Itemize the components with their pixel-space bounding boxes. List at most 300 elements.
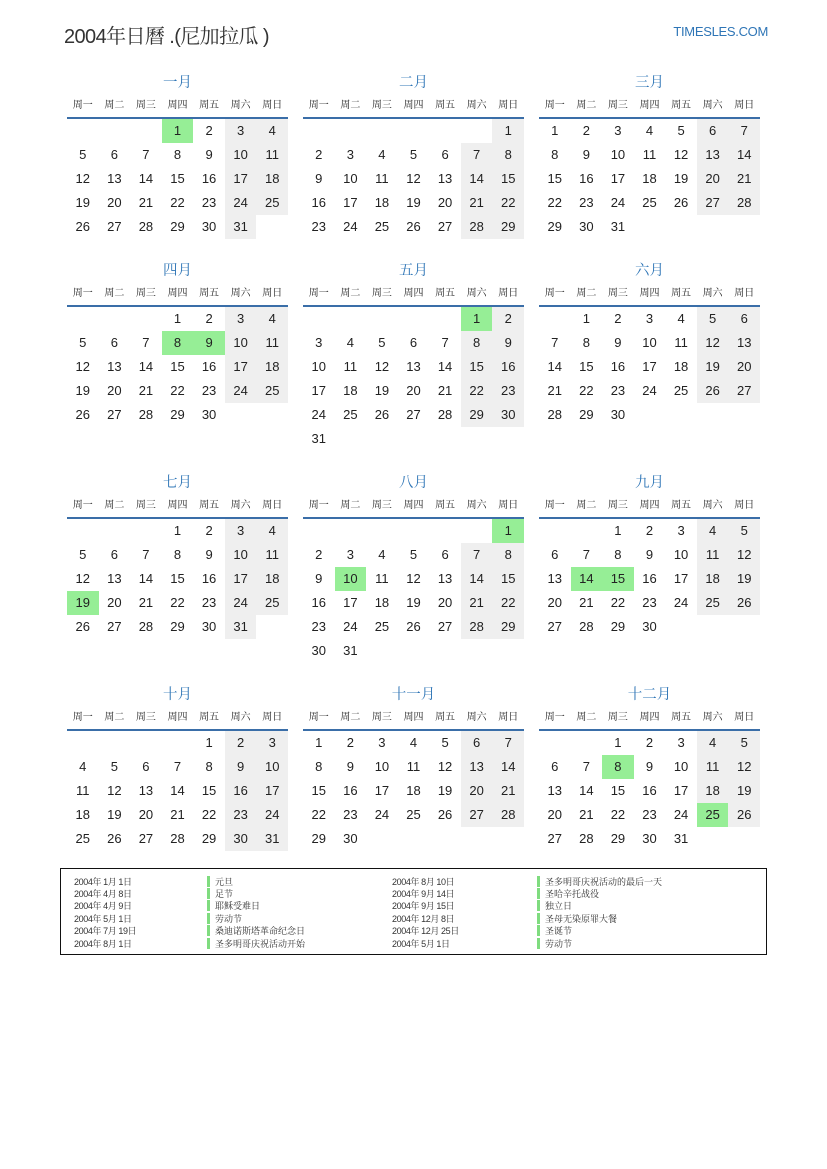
month-title: 四月 — [163, 263, 192, 279]
weekend-day-cell: 14 — [728, 143, 760, 167]
empty-day-cell — [461, 827, 493, 851]
day-cell: 21 — [138, 595, 154, 610]
week-row — [67, 543, 288, 567]
holiday-day-cell: 1 — [492, 519, 524, 543]
weekend-day-cell: 1 — [492, 119, 524, 143]
weekend-day-cell: 19 — [728, 779, 760, 803]
day-cell: 18 — [642, 171, 657, 186]
day-cell: 26 — [75, 407, 91, 422]
day-cell: 2 — [346, 735, 354, 750]
weekend-day-cell: 27 — [461, 803, 493, 827]
holiday-day-cell: 15 — [602, 567, 634, 591]
month-title: 五月 — [399, 263, 428, 279]
weekend-day-cell: 24 — [225, 191, 257, 215]
month-calendar — [67, 71, 288, 239]
day-cell: 23 — [201, 595, 217, 610]
week-row — [67, 215, 288, 239]
day-cell: 9 — [205, 147, 213, 162]
empty-day-cell — [67, 731, 99, 755]
holiday-day-cell: 25 — [697, 803, 729, 827]
day-cell: 31 — [610, 219, 626, 234]
holiday-name: 圣多明哥庆祝活动开始 — [215, 938, 306, 949]
weekday-header — [539, 283, 760, 307]
day-cell: 27 — [107, 619, 122, 634]
weekday-label: 周三 — [607, 100, 628, 111]
day-cell: 22 — [170, 383, 185, 398]
day-cell: 1 — [551, 123, 559, 138]
month-calendar — [303, 71, 524, 239]
day-cell: 23 — [642, 807, 657, 822]
empty-day-cell — [130, 307, 162, 331]
day-cell: 7 — [582, 547, 590, 562]
weekend-day-cell: 17 — [225, 355, 257, 379]
weekday-label: 周一 — [72, 712, 93, 723]
empty-day-cell — [130, 119, 162, 143]
holiday-name: 足节 — [215, 889, 234, 900]
week-row — [303, 731, 524, 755]
weekday-label: 周六 — [230, 100, 251, 111]
empty-day-cell — [67, 519, 99, 543]
day-cell: 5 — [409, 147, 418, 162]
day-cell: 3 — [346, 147, 354, 162]
day-cell: 2 — [315, 147, 323, 162]
week-row — [539, 355, 760, 379]
empty-day-cell — [335, 427, 367, 451]
day-cell: 7 — [582, 759, 590, 774]
day-cell: 19 — [406, 195, 421, 210]
day-cell: 22 — [170, 195, 185, 210]
empty-day-cell — [303, 119, 335, 143]
weekend-day-cell: 4 — [256, 307, 288, 331]
empty-day-cell — [335, 519, 367, 543]
legend-entry — [74, 925, 392, 937]
week-row — [303, 639, 524, 663]
weekend-day-cell: 28 — [728, 191, 760, 215]
day-cell: 17 — [673, 783, 689, 798]
week-row — [303, 779, 524, 803]
weekday-label: 周三 — [371, 500, 392, 511]
weekday-label: 周一 — [308, 500, 329, 511]
month-title: 七月 — [163, 475, 192, 491]
holiday-day-cell: 1 — [461, 307, 493, 331]
day-cell: 23 — [610, 383, 626, 398]
day-cell: 23 — [343, 807, 358, 822]
weekday-label: 周日 — [734, 500, 755, 511]
weekend-day-cell: 31 — [256, 827, 288, 851]
empty-day-cell — [728, 827, 760, 851]
day-cell: 10 — [374, 759, 390, 774]
weekend-day-cell: 25 — [256, 191, 288, 215]
month-calendar — [67, 683, 288, 851]
day-cell: 1 — [173, 523, 182, 538]
weekend-day-cell: 2 — [492, 307, 524, 331]
day-cell: 25 — [673, 383, 689, 398]
day-cell: 16 — [579, 171, 594, 186]
day-cell: 9 — [315, 171, 323, 186]
weekend-day-cell: 21 — [492, 779, 524, 803]
weekday-label: 周三 — [607, 288, 628, 299]
day-cell: 17 — [311, 383, 327, 398]
site-name: TIMESLES.COM — [673, 24, 768, 39]
weekday-label: 周三 — [135, 712, 156, 723]
day-cell: 30 — [343, 831, 358, 846]
weekend-day-cell: 23 — [492, 379, 524, 403]
weekend-day-cell: 24 — [256, 803, 288, 827]
day-cell: 24 — [673, 807, 689, 822]
month-calendar — [539, 259, 760, 427]
holiday-date: 2004年 5月 1日 — [392, 938, 450, 949]
weekday-header — [67, 95, 288, 119]
weekend-day-cell: 10 — [225, 331, 257, 355]
weekday-label: 周二 — [340, 500, 361, 511]
day-cell: 17 — [673, 571, 689, 586]
day-cell: 30 — [642, 619, 657, 634]
week-row — [303, 591, 524, 615]
weekday-label: 周二 — [576, 500, 597, 511]
day-cell: 20 — [107, 195, 122, 210]
holiday-day-cell: 8 — [162, 331, 194, 355]
weekday-label: 周日 — [734, 288, 755, 299]
weekday-label: 周四 — [167, 288, 188, 299]
weekend-day-cell: 11 — [256, 543, 288, 567]
day-cell: 27 — [406, 407, 421, 422]
day-cell: 1 — [205, 735, 213, 750]
weekend-day-cell: 13 — [461, 755, 493, 779]
day-cell: 16 — [201, 359, 217, 374]
day-cell: 11 — [375, 171, 389, 186]
day-cell: 16 — [642, 783, 657, 798]
day-cell: 5 — [79, 335, 87, 350]
day-cell: 7 — [551, 335, 559, 350]
day-cell: 15 — [201, 783, 217, 798]
weekday-label: 周五 — [671, 100, 692, 111]
holiday-name: 劳动节 — [545, 938, 573, 949]
weekday-label: 周三 — [371, 712, 392, 723]
holiday-date: 2004年 4月 8日 — [74, 889, 132, 900]
day-cell: 16 — [343, 783, 358, 798]
legend-entry — [74, 875, 392, 887]
month-title: 二月 — [399, 75, 428, 91]
week-row — [67, 307, 288, 331]
weekday-label: 周一 — [308, 100, 329, 111]
day-cell: 17 — [610, 171, 626, 186]
day-cell: 17 — [374, 783, 390, 798]
empty-day-cell — [665, 215, 697, 239]
week-row — [67, 143, 288, 167]
week-row — [539, 615, 760, 639]
weekend-day-cell: 8 — [492, 543, 524, 567]
day-cell: 18 — [673, 359, 689, 374]
day-cell: 19 — [75, 195, 91, 210]
weekday-label: 周一 — [308, 288, 329, 299]
day-cell: 14 — [547, 359, 563, 374]
day-cell: 6 — [142, 759, 150, 774]
day-cell: 1 — [582, 311, 590, 326]
day-cell: 24 — [343, 219, 358, 234]
day-cell: 28 — [437, 407, 453, 422]
empty-day-cell — [99, 731, 131, 755]
month-title: 八月 — [399, 475, 428, 491]
weekend-day-cell: 20 — [461, 779, 493, 803]
day-cell: 27 — [107, 407, 122, 422]
week-row — [303, 143, 524, 167]
weekend-day-cell: 15 — [492, 167, 524, 191]
day-cell: 13 — [547, 571, 563, 586]
empty-day-cell — [429, 427, 461, 451]
weekend-day-cell: 3 — [225, 519, 257, 543]
day-cell: 28 — [138, 407, 154, 422]
weekday-header — [539, 707, 760, 731]
week-row — [67, 615, 288, 639]
day-cell: 15 — [610, 783, 626, 798]
weekend-day-cell: 30 — [225, 827, 257, 851]
holiday-name: 圣母无染原罪大餐 — [545, 913, 618, 924]
day-cell: 23 — [311, 619, 327, 634]
day-cell: 21 — [579, 807, 594, 822]
holiday-date: 2004年 7月 19日 — [74, 926, 137, 937]
empty-day-cell — [429, 119, 461, 143]
weekend-day-cell: 4 — [697, 519, 729, 543]
day-cell: 8 — [315, 759, 323, 774]
day-cell: 22 — [201, 807, 217, 822]
holiday-name: 圣诞节 — [545, 926, 573, 937]
legend-entry — [392, 875, 732, 887]
weekday-label: 周五 — [671, 500, 692, 511]
empty-day-cell — [492, 427, 524, 451]
empty-day-cell — [398, 827, 430, 851]
weekend-day-cell: 4 — [697, 731, 729, 755]
day-cell: 25 — [343, 407, 358, 422]
day-cell: 25 — [374, 619, 390, 634]
weekend-day-cell: 25 — [697, 591, 729, 615]
week-row — [303, 755, 524, 779]
legend-color-bar — [207, 925, 210, 936]
week-row — [539, 331, 760, 355]
weekday-label: 周六 — [702, 500, 723, 511]
day-cell: 24 — [642, 383, 657, 398]
weekend-day-cell: 11 — [697, 543, 729, 567]
weekend-day-cell: 26 — [697, 379, 729, 403]
week-row — [303, 119, 524, 143]
day-cell: 6 — [551, 547, 559, 562]
day-cell: 4 — [378, 147, 386, 162]
day-cell: 10 — [642, 335, 657, 350]
legend-entry — [392, 937, 732, 949]
month-calendar — [303, 471, 524, 663]
legend-color-bar — [537, 925, 540, 936]
day-cell: 13 — [437, 171, 453, 186]
weekday-label: 周二 — [104, 500, 125, 511]
week-row — [67, 755, 288, 779]
day-cell: 29 — [311, 831, 327, 846]
day-cell: 2 — [205, 523, 213, 538]
weekday-header — [303, 95, 524, 119]
week-row — [303, 215, 524, 239]
day-cell: 6 — [110, 147, 118, 162]
empty-day-cell — [398, 427, 430, 451]
day-cell: 8 — [582, 335, 590, 350]
day-cell: 12 — [107, 783, 122, 798]
day-cell: 14 — [437, 359, 453, 374]
weekday-label: 周五 — [199, 100, 220, 111]
weekend-day-cell: 3 — [225, 119, 257, 143]
weekend-day-cell: 12 — [697, 331, 729, 355]
weekend-day-cell: 15 — [492, 567, 524, 591]
day-cell: 5 — [441, 735, 449, 750]
week-row — [67, 119, 288, 143]
day-cell: 9 — [614, 335, 622, 350]
week-row — [539, 119, 760, 143]
empty-day-cell — [429, 519, 461, 543]
week-row — [303, 167, 524, 191]
holiday-name: 耶稣受难日 — [215, 901, 261, 912]
day-cell: 30 — [201, 219, 217, 234]
day-cell: 13 — [437, 571, 453, 586]
weekend-day-cell: 14 — [461, 567, 493, 591]
week-row — [67, 191, 288, 215]
weekend-day-cell: 25 — [256, 379, 288, 403]
weekday-label: 周六 — [230, 712, 251, 723]
legend-entry — [392, 887, 732, 899]
week-row — [539, 215, 760, 239]
day-cell: 3 — [346, 547, 354, 562]
day-cell: 10 — [311, 359, 327, 374]
day-cell: 15 — [311, 783, 327, 798]
month-title: 十二月 — [627, 687, 672, 703]
weekday-label: 周日 — [734, 100, 755, 111]
day-cell: 17 — [343, 595, 358, 610]
week-row — [539, 519, 760, 543]
empty-day-cell — [256, 615, 288, 639]
weekday-label: 周日 — [262, 500, 283, 511]
day-cell: 28 — [579, 831, 594, 846]
week-row — [303, 191, 524, 215]
holiday-date: 2004年 12月 8日 — [392, 913, 455, 924]
weekday-label: 周四 — [403, 288, 424, 299]
week-row — [539, 307, 760, 331]
weekday-label: 周日 — [734, 712, 755, 723]
legend-color-bar — [207, 913, 210, 924]
day-cell: 3 — [677, 735, 685, 750]
empty-day-cell — [728, 615, 760, 639]
weekend-day-cell: 31 — [225, 615, 257, 639]
day-cell: 10 — [610, 147, 626, 162]
day-cell: 12 — [673, 147, 689, 162]
weekday-label: 周三 — [371, 288, 392, 299]
day-cell: 20 — [107, 595, 122, 610]
day-cell: 10 — [343, 171, 358, 186]
day-cell: 10 — [673, 759, 689, 774]
day-cell: 21 — [170, 807, 185, 822]
weekday-label: 周五 — [671, 712, 692, 723]
day-cell: 15 — [170, 171, 185, 186]
day-cell: 24 — [311, 407, 327, 422]
legend-entry — [74, 887, 392, 899]
month-title: 一月 — [163, 75, 192, 91]
weekday-label: 周日 — [498, 500, 519, 511]
day-cell: 2 — [582, 123, 590, 138]
weekday-header — [539, 95, 760, 119]
empty-day-cell — [697, 215, 729, 239]
day-cell: 5 — [110, 759, 118, 774]
weekend-day-cell: 13 — [728, 331, 760, 355]
week-row — [67, 779, 288, 803]
legend-entry — [392, 900, 732, 912]
weekend-day-cell: 21 — [461, 191, 493, 215]
holiday-name: 圣哈辛托战役 — [545, 889, 600, 900]
day-cell: 23 — [201, 383, 217, 398]
day-cell: 3 — [677, 523, 685, 538]
day-cell: 14 — [138, 171, 154, 186]
weekday-label: 周四 — [639, 500, 660, 511]
weekday-label: 周一 — [72, 288, 93, 299]
day-cell: 30 — [201, 619, 217, 634]
day-cell: 13 — [107, 571, 122, 586]
day-cell: 13 — [107, 171, 122, 186]
day-cell: 8 — [614, 547, 622, 562]
weekend-day-cell: 12 — [728, 543, 760, 567]
day-cell: 19 — [374, 383, 390, 398]
empty-day-cell — [398, 119, 430, 143]
weekday-label: 周二 — [340, 288, 361, 299]
empty-day-cell — [634, 215, 666, 239]
week-row — [539, 803, 760, 827]
empty-day-cell — [67, 119, 99, 143]
day-cell: 7 — [142, 147, 150, 162]
month-title: 十月 — [163, 687, 192, 703]
day-cell: 15 — [579, 359, 594, 374]
day-cell: 28 — [138, 219, 154, 234]
holiday-legend — [60, 868, 767, 955]
day-cell: 19 — [107, 807, 122, 822]
empty-day-cell — [335, 119, 367, 143]
weekday-label: 周二 — [340, 712, 361, 723]
day-cell: 29 — [547, 219, 563, 234]
weekday-label: 周六 — [230, 288, 251, 299]
day-cell: 26 — [437, 807, 453, 822]
week-row — [303, 403, 524, 427]
legend-entry — [74, 912, 392, 924]
day-cell: 29 — [579, 407, 594, 422]
empty-day-cell — [665, 403, 697, 427]
weekday-header — [539, 495, 760, 519]
weekday-label: 周二 — [340, 100, 361, 111]
day-cell: 31 — [343, 643, 358, 658]
weekend-day-cell: 28 — [461, 615, 493, 639]
day-cell: 9 — [645, 547, 654, 562]
month-calendar — [539, 71, 760, 239]
day-cell: 20 — [107, 383, 122, 398]
day-cell: 29 — [610, 831, 626, 846]
month-title: 十一月 — [391, 687, 436, 703]
day-cell: 28 — [170, 831, 185, 846]
empty-day-cell — [461, 427, 493, 451]
week-row — [67, 731, 288, 755]
weekday-label: 周五 — [435, 288, 456, 299]
holiday-date: 2004年 5月 1日 — [74, 913, 132, 924]
week-row — [303, 379, 524, 403]
weekend-day-cell: 3 — [225, 307, 257, 331]
day-cell: 29 — [170, 219, 185, 234]
empty-day-cell — [130, 519, 162, 543]
day-cell: 12 — [75, 171, 91, 186]
weekend-day-cell: 10 — [225, 543, 257, 567]
day-cell: 31 — [311, 431, 327, 446]
day-cell: 16 — [201, 171, 217, 186]
weekend-day-cell: 11 — [256, 143, 288, 167]
empty-day-cell — [162, 731, 194, 755]
day-cell: 25 — [374, 219, 390, 234]
